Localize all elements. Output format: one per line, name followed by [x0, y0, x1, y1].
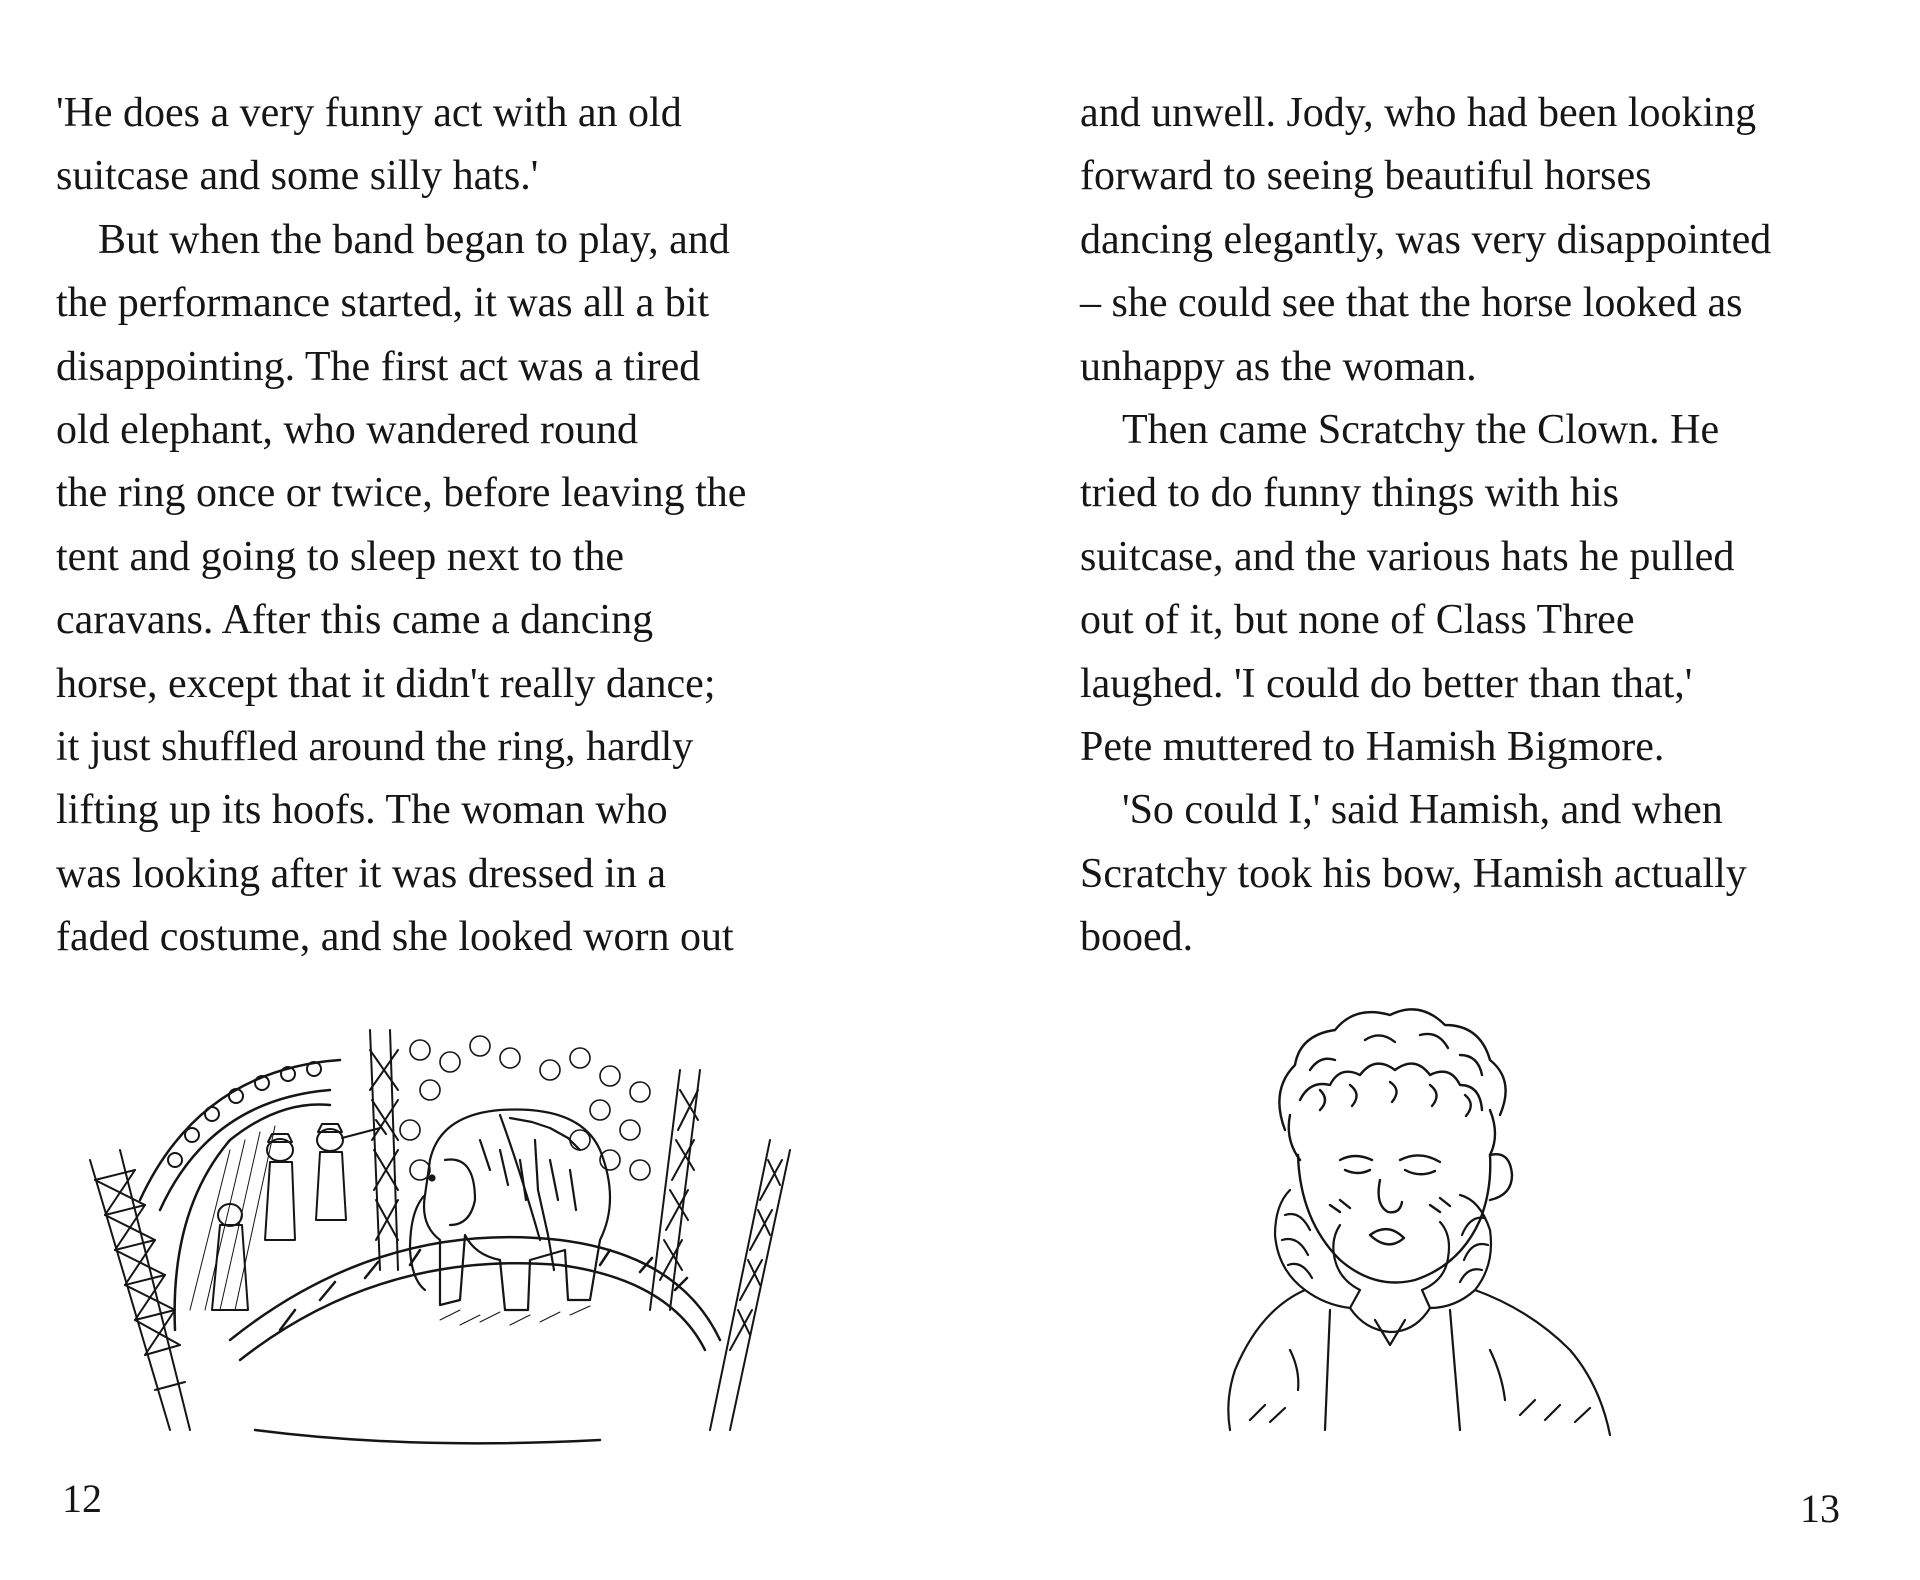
text-line: and unwell. Jody, who had been looking [1080, 90, 1757, 136]
page-number: 13 [1800, 1486, 1840, 1531]
right-page-text [1080, 82, 1860, 970]
text-line: tried to do funny things with his [1080, 470, 1619, 517]
band-members [212, 1120, 386, 1310]
text-line: booed. [1080, 914, 1194, 961]
curly-hair [1279, 1009, 1505, 1160]
text-line: caravans. After this came a dancing [56, 597, 654, 644]
ground-hatching [440, 1306, 590, 1325]
text-line: 'He does a very funny act with an old [56, 90, 682, 136]
text-line: old elephant, who wandered round [56, 407, 638, 454]
text-line: the ring once or twice, before leaving the [56, 470, 747, 517]
booing-boy-illustration [1190, 990, 1660, 1460]
text-line: out of it, but none of Class Three [1080, 597, 1635, 644]
text-line: laughed. 'I could do better than that,' [1080, 660, 1693, 707]
circus-ring-illustration [80, 1010, 820, 1450]
text-line: lifting up its hoofs. The woman who [56, 787, 668, 834]
circus-ring-drawing [80, 1010, 820, 1450]
text-line: it just shuffled around the ring, hardly [56, 724, 694, 771]
text-line: tent and going to sleep next to the [56, 533, 625, 580]
right-scaffold [650, 1070, 790, 1430]
elephant [410, 1110, 610, 1311]
text-line: the performance started, it was all a bit [56, 280, 710, 327]
text-line: dancing elegantly, was very disappointed [1080, 216, 1772, 263]
arch-shading [190, 1126, 275, 1310]
text-line: suitcase and some silly hats.' [56, 153, 539, 200]
right-page [960, 0, 1920, 1580]
sweater [1228, 1290, 1610, 1435]
text-line: But when the band began to play, and [98, 216, 730, 263]
text-line: suitcase, and the various hats he pulled [1080, 533, 1735, 580]
text-line: Pete muttered to Hamish Bigmore. [1080, 724, 1665, 771]
text-line: 'So could I,' said Hamish, and when [1122, 787, 1723, 834]
page-number: 12 [62, 1476, 102, 1521]
booing-boy-drawing [1190, 990, 1660, 1460]
text-line: – she could see that the horse looked as [1080, 280, 1743, 327]
text-line: Scratchy took his bow, Hamish actually [1080, 850, 1747, 897]
center-left-pole [370, 1030, 398, 1270]
ring-curb [230, 1237, 720, 1443]
text-line: Then came Scratchy the Clown. He [1122, 407, 1720, 454]
text-line: unhappy as the woman. [1080, 343, 1477, 390]
left-page-text [56, 82, 856, 970]
text-line: disappointing. The first act was a tired [56, 343, 701, 390]
text-line: faded costume, and she looked worn out [56, 914, 734, 961]
text-line: horse, except that it didn't really dance; [56, 660, 716, 707]
text-line: forward to seeing beautiful horses [1080, 153, 1652, 200]
text-line: was looking after it was dressed in a [56, 850, 667, 897]
audience-faces [400, 1036, 650, 1180]
